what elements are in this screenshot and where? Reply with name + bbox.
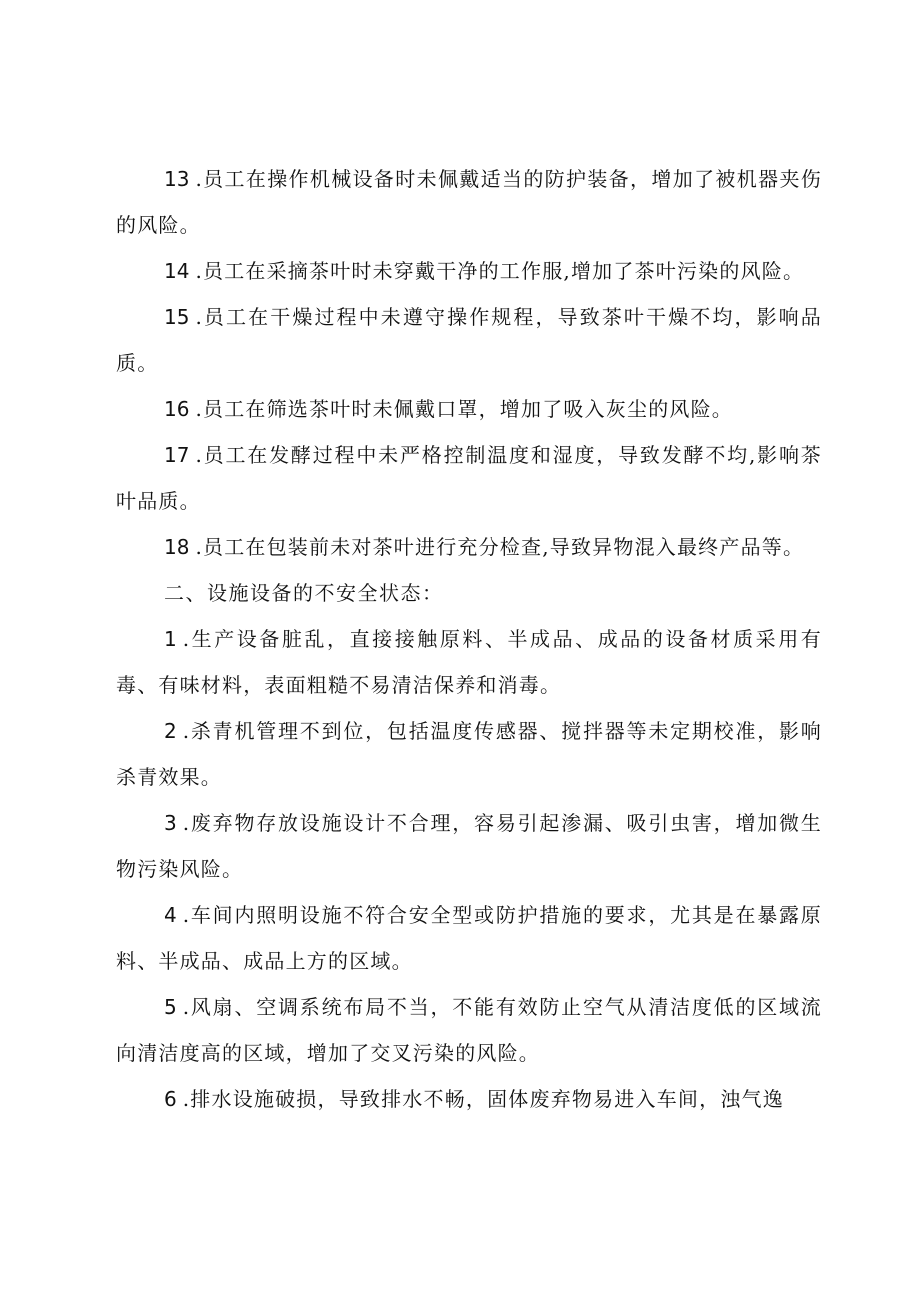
section-heading: 二、设施设备的不安全状态： <box>164 581 444 605</box>
list-item-15 <box>116 294 822 386</box>
item-text: .杀青机管理不到位，包括温度传感器、搅拌器等未定期校准，影响杀青效果。 <box>116 719 822 789</box>
list-item-3 <box>116 800 822 892</box>
list-item-6 <box>116 1076 822 1122</box>
item-number: 18 <box>164 535 190 559</box>
item-text: .员工在包装前未对茶叶进行充分检查,导致异物混入最终产品等。 <box>195 535 805 559</box>
item-text: .车间内照明设施不符合安全型或防护措施的要求，尤其是在暴露原料、半成品、成品上方的区域。 <box>116 903 822 973</box>
item-number: 6 <box>164 1087 177 1111</box>
list-item-14 <box>116 248 822 294</box>
list-item-17 <box>116 432 822 524</box>
item-number: 3 <box>164 811 177 835</box>
item-number: 2 <box>164 719 177 743</box>
item-text: .员工在筛选茶叶时未佩戴口罩，增加了吸入灰尘的风险。 <box>195 397 734 421</box>
list-item-16 <box>116 386 822 432</box>
item-number: 15 <box>164 305 190 329</box>
item-text: .员工在采摘茶叶时未穿戴干净的工作服,增加了茶叶污染的风险。 <box>195 259 805 283</box>
document-body <box>116 156 822 1122</box>
list-item-5 <box>116 984 822 1076</box>
item-number: 5 <box>164 995 177 1019</box>
item-number: 13 <box>164 167 190 191</box>
item-text: .员工在干燥过程中未遵守操作规程，导致茶叶干燥不均，影响品质。 <box>116 305 822 375</box>
item-number: 16 <box>164 397 190 421</box>
item-number: 4 <box>164 903 177 927</box>
list-item-2 <box>116 708 822 800</box>
list-item-1 <box>116 616 822 708</box>
item-number: 17 <box>164 443 190 467</box>
item-text: .废弃物存放设施设计不合理，容易引起渗漏、吸引虫害，增加微生物污染风险。 <box>116 811 822 881</box>
item-number: 14 <box>164 259 190 283</box>
item-text: .风扇、空调系统布局不当，不能有效防止空气从清洁度低的区域流向清洁度高的区域，增加了交叉污染的风险。 <box>116 995 822 1065</box>
list-item-13 <box>116 156 822 248</box>
item-number: 1 <box>164 627 177 651</box>
list-item-18 <box>116 524 822 570</box>
item-text: .生产设备脏乱，直接接触原料、半成品、成品的设备材质采用有毒、有味材料，表面粗糙不易清洁保养和消毒。 <box>116 627 822 697</box>
list-item-4 <box>116 892 822 984</box>
item-text: .员工在操作机械设备时未佩戴适当的防护装备，增加了被机器夹伤的风险。 <box>116 167 822 237</box>
item-text: .员工在发酵过程中未严格控制温度和湿度，导致发酵不均,影响茶叶品质。 <box>116 443 822 513</box>
item-text: .排水设施破损，导致排水不畅，固体废弃物易进入车间，浊气逸 <box>182 1087 784 1111</box>
